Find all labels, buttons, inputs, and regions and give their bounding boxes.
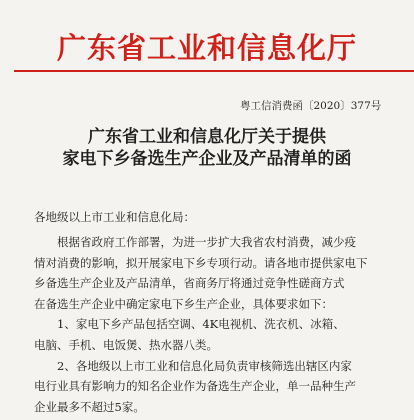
body-text [34, 232, 410, 417]
body-line: 企业最多不超过5家。 [34, 399, 145, 414]
title-line-1: 广东省工业和信息化厅关于提供 [88, 127, 326, 147]
body-line: 情对消费的影响，拟开展家电下乡专项行动。请各地市提供家电下 [34, 255, 368, 270]
document-title [0, 126, 414, 170]
body-line: 电脑、手机、电饭煲、热水器八类。 [34, 337, 218, 352]
document-number: 粤工信消费函〔2020〕377号 [240, 100, 382, 112]
red-divider [14, 70, 414, 72]
body-line: 2、各地级以上市工业和信息化局负责审核筛选出辖区内家 [57, 358, 352, 373]
title-line-2: 家电下乡备选生产企业及产品清单的函 [62, 149, 352, 169]
body-line: 根据省政府工作部署，为进一步扩大我省农村消费，减少疫 [57, 235, 356, 249]
body-line: 乡备选生产企业及产品清单，省商务厅将通过竞争性磋商方式 [34, 276, 345, 291]
body-line: 在备选生产企业中确定家电下乡生产企业，具体要求如下： [34, 296, 333, 311]
body-line: 1、家电下乡产品包括空调、4K电视机、洗衣机、冰箱、 [57, 317, 345, 332]
masthead: 广东省工业和信息化厅 [56, 31, 357, 65]
body-line: 电行业具有影响力的知名企业作为备选生产企业，单一品种生产 [34, 379, 356, 394]
salutation: 各地级以上市工业和信息化局： [34, 210, 195, 224]
